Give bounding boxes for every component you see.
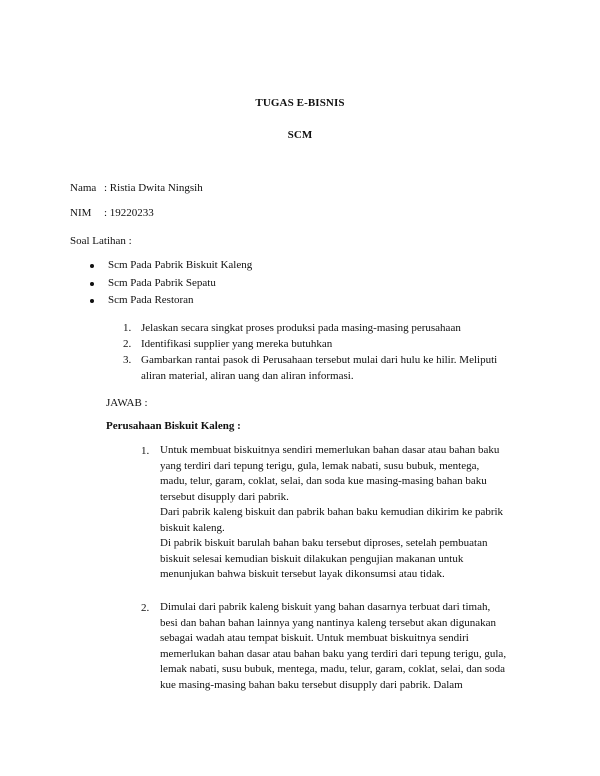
answer-line: Dari pabrik kaleng biskuit dan pabrik bahan baku kemudian dikirim ke pabrik: [160, 506, 504, 518]
answer-line: menunjukan bahwa biskuit tersebut layak dikonsumsi atau tidak.: [160, 568, 445, 580]
list-number: 3.: [123, 354, 132, 366]
list-item: Scm Pada Pabrik Biskuit Kaleng: [108, 259, 253, 271]
document-title: TUGAS E-BISNIS: [255, 97, 345, 109]
answer-line: sebagai wadah atau tempat biskuit. Untuk membuat biskuitnya sendiri: [160, 632, 469, 644]
list-item: Scm Pada Restoran: [108, 294, 194, 306]
bullet-icon: [90, 299, 94, 303]
answer-number: 1.: [141, 445, 150, 457]
answer-line: lemak nabati, susu bubuk, mentega, madu, telur, garam, coklat, selai, dan soda: [160, 663, 506, 675]
answer-line: Di pabrik biskuit barulah bahan baku tersebut diproses, setelah pembuatan: [160, 537, 488, 549]
list-number: 1.: [123, 322, 132, 334]
answer-line: memerlukan bahan dasar atau bahan baku yang terdiri dari tepung terigu, gula,: [160, 647, 507, 660]
name-value: : Ristia Dwita Ningsih: [104, 182, 203, 194]
answer-line: biskuit selesai kemudian biskuit dilakukan pengujian makanan untuk: [160, 552, 464, 565]
soal-heading: Soal Latihan :: [70, 235, 132, 247]
answer-line: besi dan bahan bahan lainnya yang nantinya kaleng tersebut akan digunakan: [160, 616, 496, 629]
list-item: Identifikasi supplier yang mereka butuhkan: [141, 338, 333, 350]
name-label: Nama: [70, 182, 97, 194]
list-item-continuation: aliran material, aliran uang dan aliran informasi.: [141, 370, 354, 382]
answer-line: Untuk membuat biskuitnya sendiri memerlukan bahan dasar atau bahan baku: [160, 444, 500, 456]
bullet-icon: [90, 282, 94, 286]
answer-line: yang terdiri dari tepung terigu, gula, lemak nabati, susu bubuk, mentega,: [160, 459, 480, 472]
list-item: Jelaskan secara singkat proses produksi pada masing-masing perusahaan: [141, 322, 461, 334]
list-item: Gambarkan rantai pasok di Perusahaan tersebut mulai dari hulu ke hilir. Meliputi: [141, 354, 498, 366]
list-item: Scm Pada Pabrik Sepatu: [108, 277, 216, 289]
list-number: 2.: [123, 338, 132, 350]
jawab-label: JAWAB :: [106, 397, 148, 409]
answer-1-text: [160, 443, 503, 583]
answer-line: Dimulai dari pabrik kaleng biskuit yang bahan dasarnya terbuat dari timah,: [160, 601, 491, 613]
nim-value: : 19220233: [104, 207, 154, 219]
section-heading: Perusahaan Biskuit Kaleng :: [106, 420, 241, 432]
answer-line: biskuit kaleng.: [160, 521, 225, 534]
answer-number: 2.: [141, 602, 150, 614]
answer-line: tersebut disupply dari pabrik.: [160, 490, 289, 503]
answer-line: madu, telur, garam, coklat, selai, dan soda kue masing-masing bahan baku: [160, 475, 487, 487]
bullet-icon: [90, 264, 94, 268]
document-subtitle: SCM: [287, 129, 313, 141]
answer-line: kue masing-masing bahan baku tersebut disupply dari pabrik. Dalam: [160, 678, 463, 691]
nim-label: NIM: [70, 207, 92, 219]
answer-2-text: [160, 600, 506, 693]
